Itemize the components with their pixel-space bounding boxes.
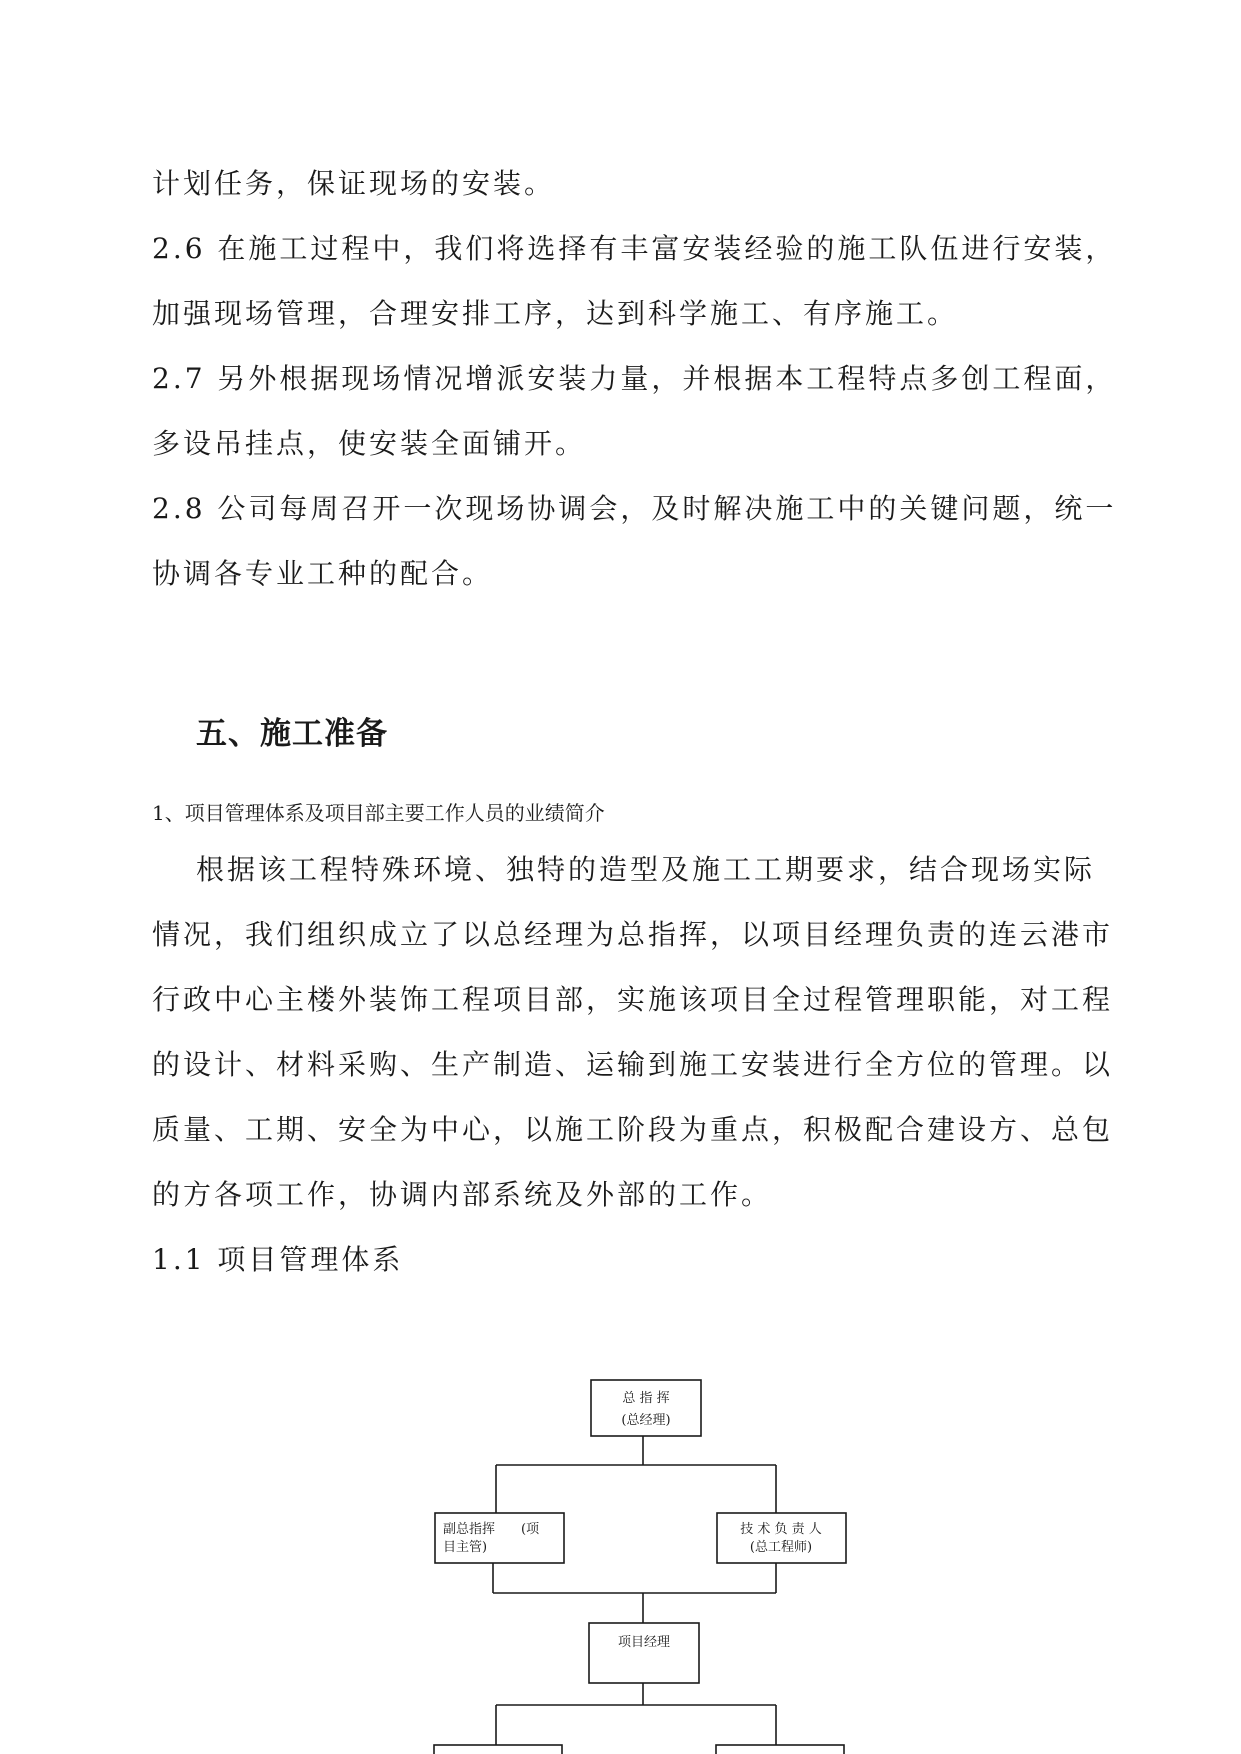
org-box-project-manager <box>589 1623 699 1683</box>
org-box-general-commander-title: 总 指 挥 <box>622 1391 670 1406</box>
org-box-deputy-commander-title: 副总指挥 (项 <box>443 1522 540 1537</box>
body-line: 的设计、材料采购、生产制造、运输到施工安装进行全方位的管理。以 <box>152 1048 1114 1081</box>
org-box-project-manager-title: 项目经理 <box>617 1635 671 1650</box>
paragraph-line: 计划任务，保证现场的安装。 <box>152 167 556 200</box>
org-box-technical-lead-title: 技 术 负 责 人 <box>740 1522 822 1537</box>
paragraph-line: 2.8 公司每周召开一次现场协调会，及时解决施工中的关键问题，统一 <box>152 492 1117 525</box>
org-box-bottom-left <box>434 1745 562 1754</box>
body-line: 质量、工期、安全为中心，以施工阶段为重点，积极配合建设方、总包 <box>152 1113 1114 1146</box>
org-box-technical-lead-role: (总工程师) <box>749 1540 813 1555</box>
org-box-deputy-commander-role: 目主管) <box>443 1540 488 1555</box>
org-box-deputy-commander <box>435 1513 564 1563</box>
paragraph-line: 协调各专业工种的配合。 <box>152 557 494 590</box>
paragraph-line: 加强现场管理，合理安排工序，达到科学施工、有序施工。 <box>152 297 959 330</box>
section-subheading: 1、项目管理体系及项目部主要工作人员的业绩简介 <box>152 801 605 825</box>
org-box-general-commander-role: (总经理) <box>621 1413 671 1428</box>
body-line: 的方各项工作，协调内部系统及外部的工作。 <box>152 1178 773 1211</box>
body-line: 行政中心主楼外装饰工程项目部，实施该项目全过程管理职能，对工程 <box>152 983 1114 1016</box>
paragraph-line: 2.6 在施工过程中，我们将选择有丰富安装经验的施工队伍进行安装， <box>152 232 1117 265</box>
body-line: 情况，我们组织成立了以总经理为总指挥，以项目经理负责的连云港市 <box>152 918 1114 951</box>
body-line: 根据该工程特殊环境、独特的造型及施工工期要求，结合现场实际 <box>196 853 1096 886</box>
section-heading: 五、施工准备 <box>196 716 388 752</box>
sub-item-title: 1.1 项目管理体系 <box>152 1243 404 1276</box>
paragraph-line: 多设吊挂点，使安装全面铺开。 <box>152 427 587 460</box>
paragraph-line: 2.7 另外根据现场情况增派安装力量，并根据本工程特点多创工程面， <box>152 362 1117 395</box>
org-box-technical-lead <box>717 1513 846 1563</box>
org-box-bottom-right <box>716 1745 844 1754</box>
